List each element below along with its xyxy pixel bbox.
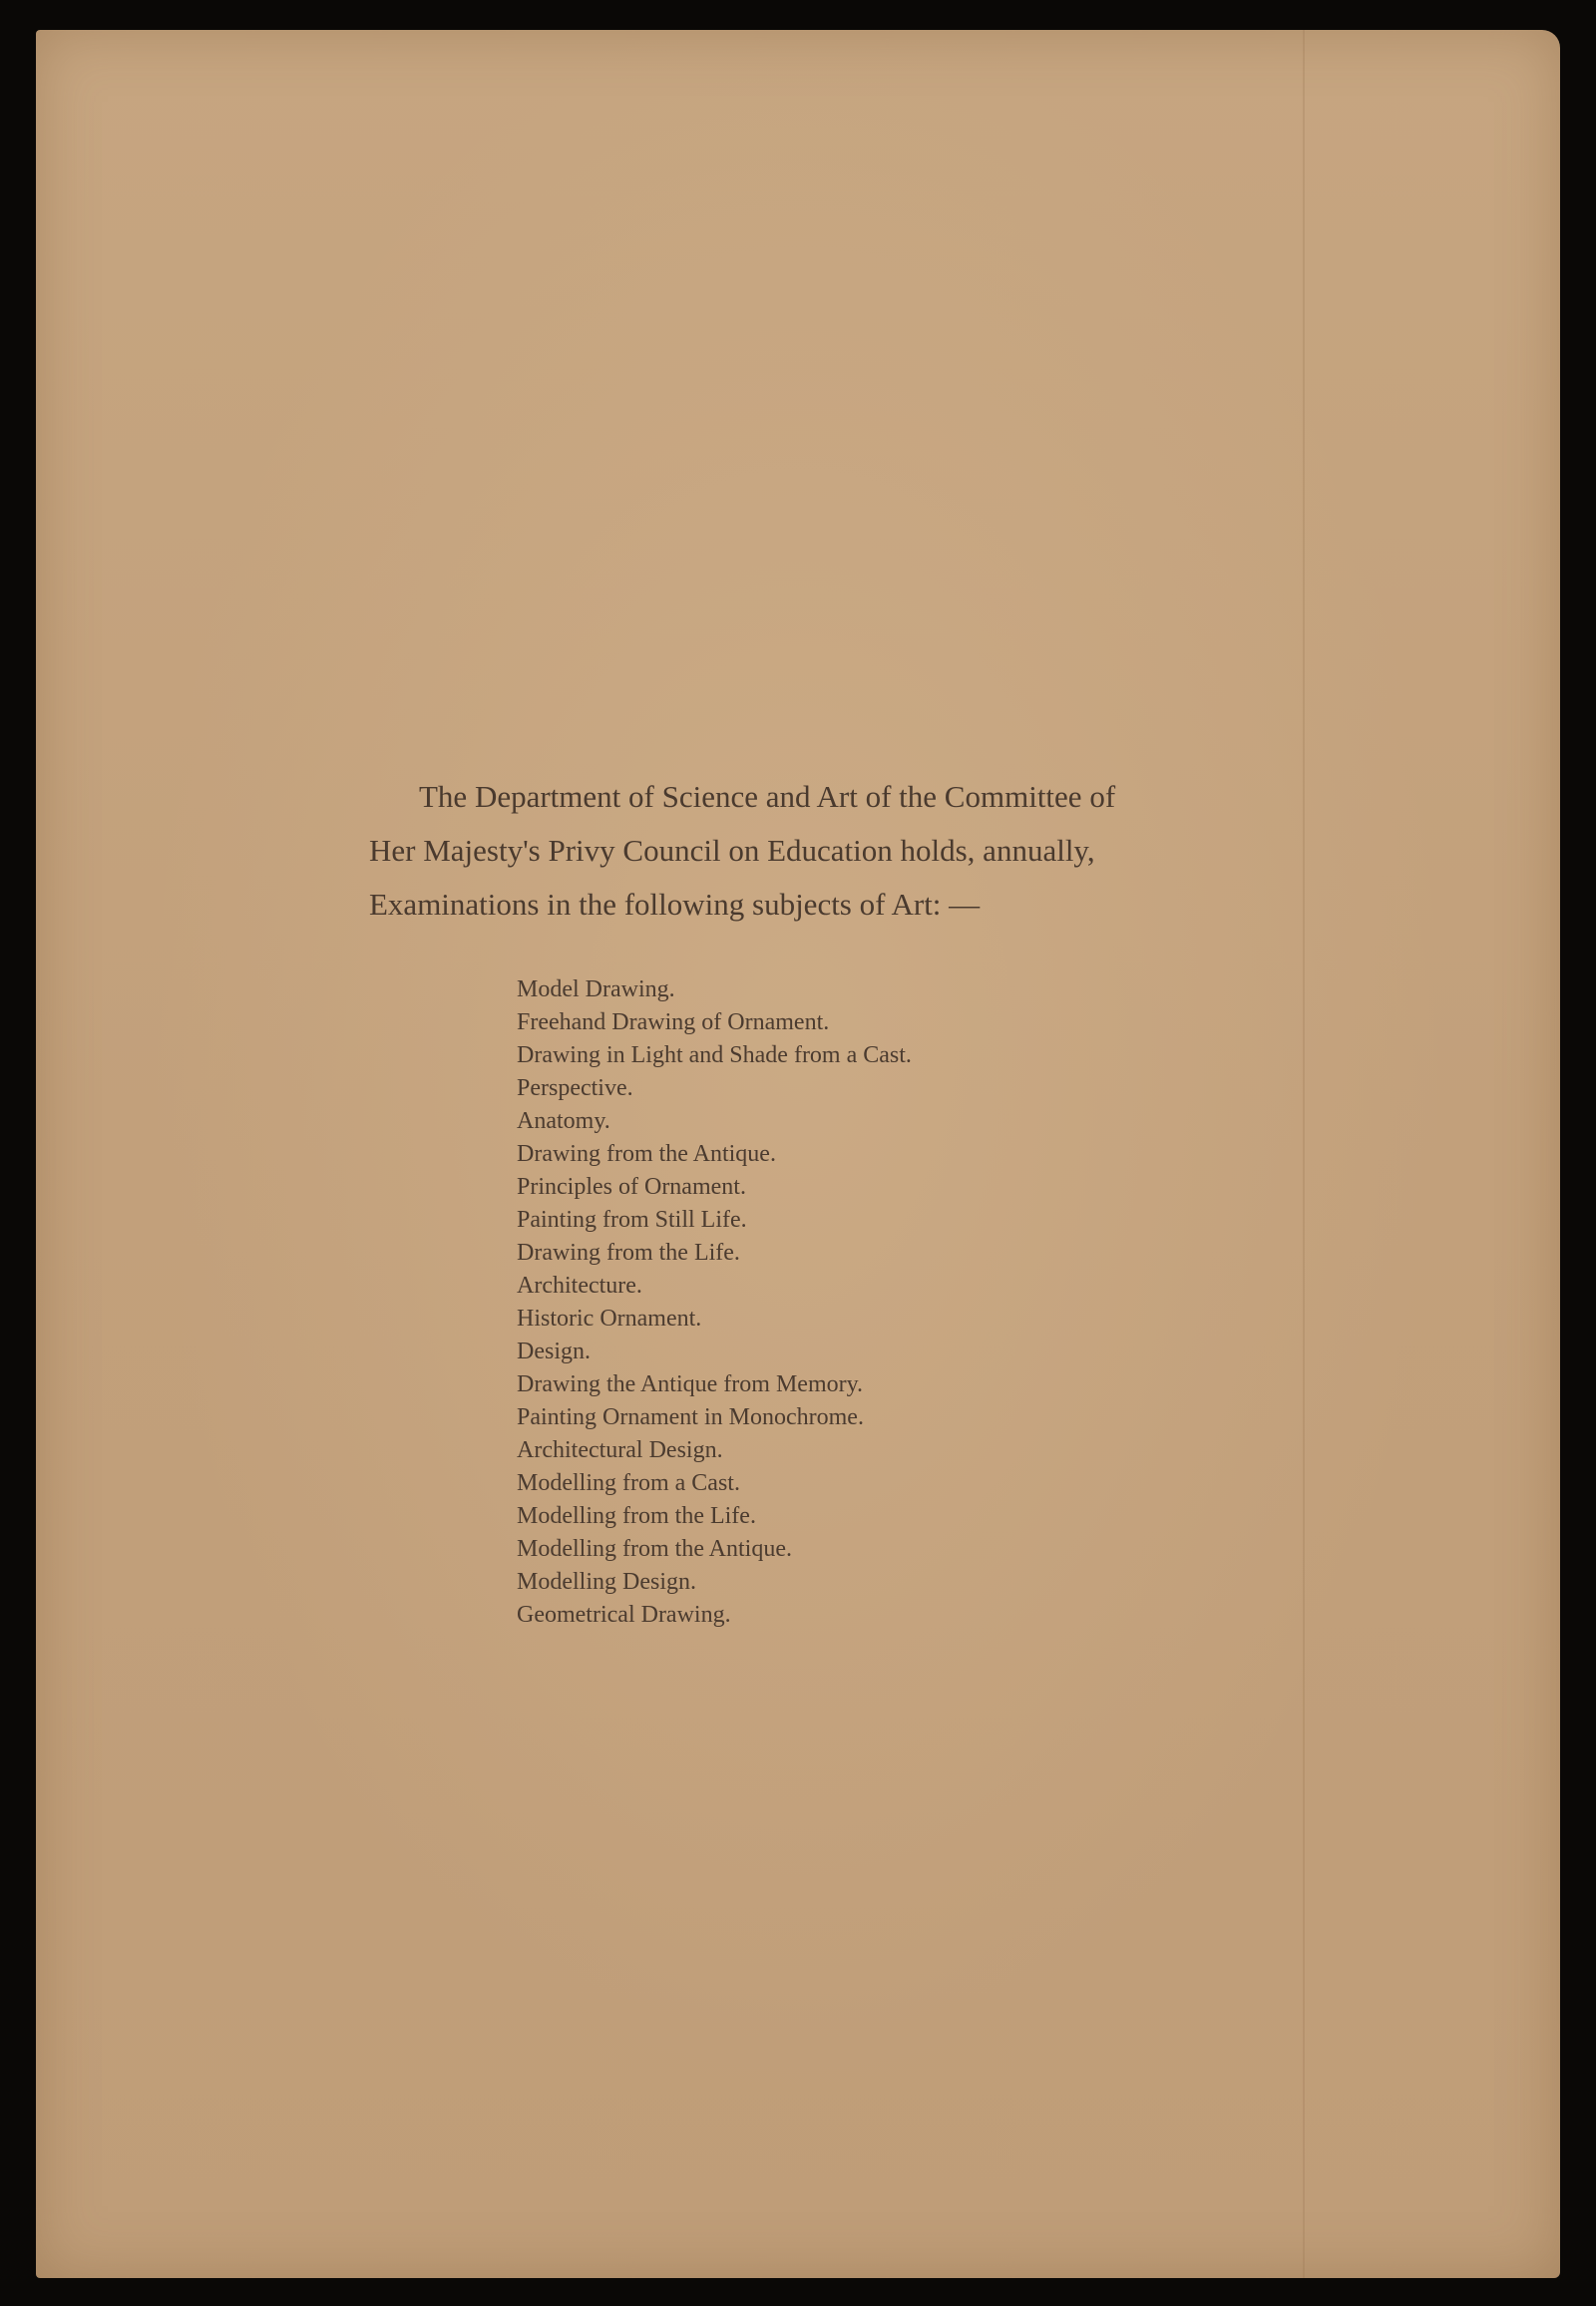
subject-item: Drawing the Antique from Memory. bbox=[517, 1371, 864, 1397]
intro-line: Her Majesty's Privy Council on Education holds, annually, bbox=[369, 833, 1095, 868]
subject-item: Anatomy. bbox=[517, 1108, 610, 1134]
subject-item: Drawing in Light and Shade from a Cast. bbox=[517, 1042, 912, 1068]
subject-item: Geometrical Drawing. bbox=[517, 1602, 731, 1628]
paper-fold-line bbox=[1303, 30, 1305, 2278]
subject-item: Principles of Ornament. bbox=[517, 1174, 746, 1200]
document-content bbox=[369, 770, 1267, 1632]
subjects-list bbox=[517, 973, 1267, 1632]
subject-item: Model Drawing. bbox=[517, 976, 675, 1002]
subject-item: Painting Ornament in Monochrome. bbox=[517, 1404, 864, 1430]
document-page bbox=[36, 30, 1560, 2278]
subject-item: Drawing from the Life. bbox=[517, 1240, 740, 1266]
subject-item: Painting from Still Life. bbox=[517, 1207, 747, 1233]
intro-line: Examinations in the following subjects of Art: — bbox=[369, 887, 981, 922]
subject-item: Architecture. bbox=[517, 1273, 642, 1299]
subject-item: Modelling from a Cast. bbox=[517, 1470, 740, 1496]
subject-item: Architectural Design. bbox=[517, 1437, 723, 1463]
subject-item: Drawing from the Antique. bbox=[517, 1141, 776, 1167]
subject-item: Modelling from the Antique. bbox=[517, 1536, 792, 1562]
subject-item: Modelling Design. bbox=[517, 1569, 696, 1595]
subject-item: Modelling from the Life. bbox=[517, 1503, 756, 1529]
subject-item: Design. bbox=[517, 1339, 591, 1364]
subject-item: Historic Ornament. bbox=[517, 1306, 702, 1332]
subject-item: Freehand Drawing of Ornament. bbox=[517, 1009, 830, 1035]
subject-item: Perspective. bbox=[517, 1075, 633, 1101]
intro-paragraph bbox=[369, 770, 1267, 932]
intro-line: The Department of Science and Art of the Committee of bbox=[419, 779, 1116, 814]
